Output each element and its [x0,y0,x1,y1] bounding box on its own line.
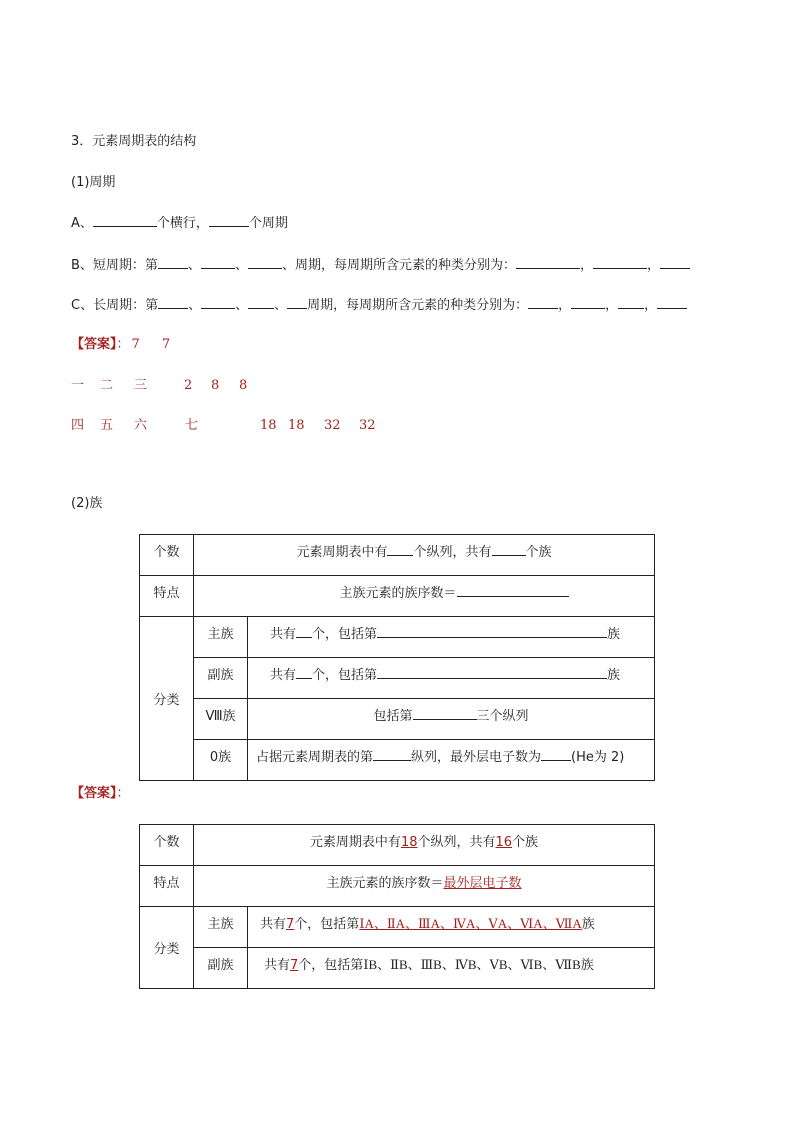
answer-feature-cell: 主族元素的族序数＝最外层电子数 [194,866,655,907]
period-line-a: A、 个横行， 个周期 [71,216,288,231]
class-label: 分类 [140,617,194,781]
period-answer-1: 【答案】： 7 7 [71,337,171,352]
answer-count-cell: 元素周期表中有18个纵列，共有16个族 [194,825,655,866]
group-answer-label: 【答案】： [71,786,130,801]
viii-cell: 包括第 三个纵列 [248,699,655,740]
feature-cell: 主族元素的族序数＝ [194,576,655,617]
count-label: 个数 [140,535,194,576]
answer-main-label: 主族 [194,907,248,948]
count-cell: 元素周期表中有 个纵列，共有 个族 [194,535,655,576]
main-label: 主族 [194,617,248,658]
main-cell: 共有 个，包括第 族 [248,617,655,658]
answer-class-label: 分类 [140,907,194,989]
answer-sub-cell: 共有7个，包括第ⅠB、ⅡB、ⅢB、ⅣB、ⅤB、ⅥB、ⅦB族 [248,948,655,989]
period-line-b: B、短周期：第 、 、 、周期，每周期所含元素的种类分别为： ， ， [71,256,690,275]
answer-sub-label: 副族 [194,948,248,989]
section-heading: 3．元素周期表的结构 [71,134,197,149]
zero-cell: 占据元素周期表的第 纵列，最外层电子数为 (He为 2) [248,740,655,781]
answer-main-cell: 共有7个，包括第ⅠA、ⅡA、ⅢA、ⅣA、ⅤA、ⅥA、ⅦA族 [248,907,655,948]
blank [209,214,249,227]
viii-label: Ⅷ族 [194,699,248,740]
feature-label: 特点 [140,576,194,617]
zero-label: 0族 [194,740,248,781]
period-title: (1)周期 [71,175,116,190]
blank [93,214,157,227]
group-question-table [139,534,655,781]
sub-label: 副族 [194,658,248,699]
answer-feature-label: 特点 [140,866,194,907]
group-answer-table [139,824,655,989]
period-line-c: C、长周期：第 、 、 、 周期，每周期所含元素的种类分别为： ， ， ， [71,296,687,315]
answer-count-label: 个数 [140,825,194,866]
group-title: (2)族 [71,496,103,511]
sub-cell: 共有 个，包括第 族 [248,658,655,699]
